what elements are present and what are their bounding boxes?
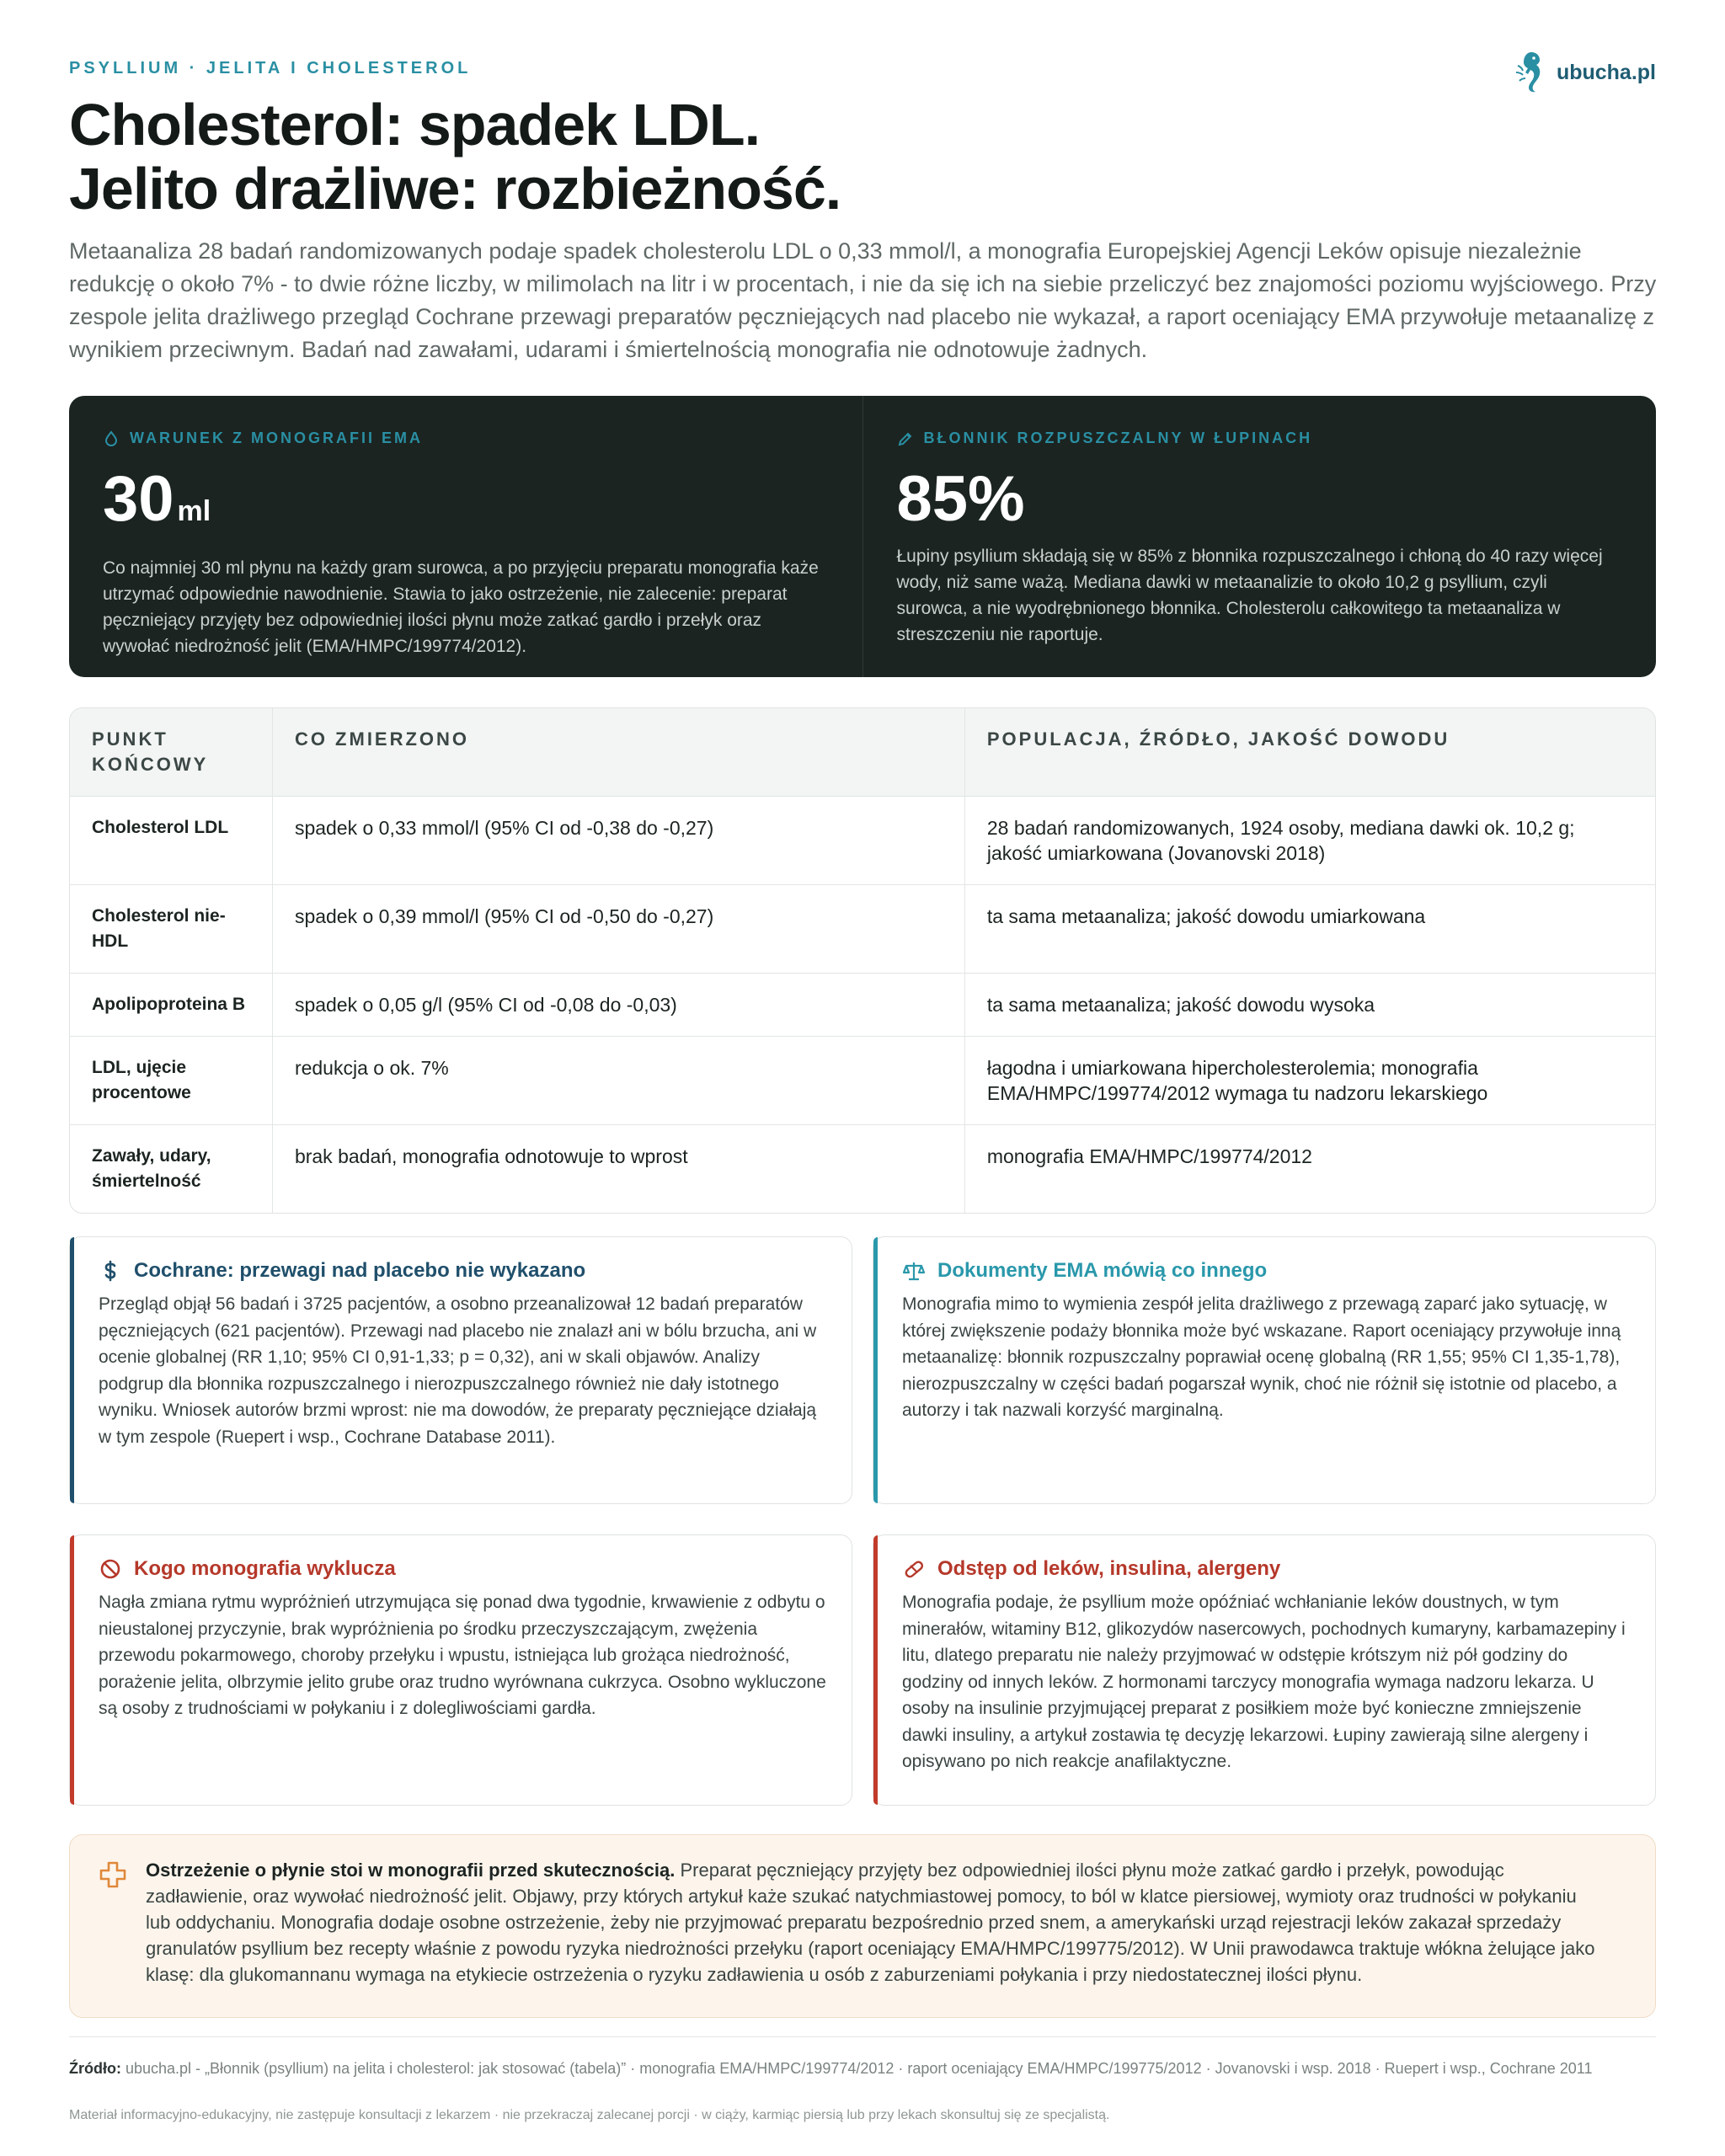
medical-cross-icon [99, 1860, 127, 1889]
card-exclusions [69, 1534, 852, 1806]
column-header: POPULACJA, ŹRÓDŁO, JAKOŚĆ DOWODU [964, 708, 1655, 796]
stat-description: Łupiny psyllium składają się w 85% z błonnika rozpuszczalnego i chłoną do 40 razy więcej wody, niż same ważą. Mediana dawki w metaanalizie to około 10,2 g psyllium, czyli surowca, a nie wyodrębnionego błonnika. Cholesterolu całkowitego ta metaanaliza w streszczeniu nie raportuje. [896, 547, 1603, 644]
card-ema [873, 1236, 1656, 1504]
warning-lead: Ostrzeżenie o płynie stoi w monografii przed skutecznością. [146, 1860, 676, 1881]
table-row [70, 1036, 1655, 1124]
card-title: Odstęp od leków, insulina, alergeny [902, 1557, 1630, 1581]
card-title: Cochrane: przewagi nad placebo nie wykazano [99, 1259, 826, 1283]
measure-cell: spadek o 0,05 g/l (95% CI od -0,08 do -0,03) [272, 973, 964, 1036]
measure-cell: redukcja o ok. 7% [272, 1036, 964, 1124]
source-cell: monografia EMA/HMPC/199774/2012 [964, 1124, 1655, 1213]
table-header-row [70, 708, 1655, 796]
source-cell: łagodna i umiarkowana hipercholesterolemia; monografia EMA/HMPC/199774/2012 wymaga tu nadzoru lekarskiego [964, 1036, 1655, 1124]
title-line-1: Cholesterol: spadek LDL. [69, 92, 761, 157]
ban-icon [99, 1557, 122, 1581]
source-cell: ta sama metaanaliza; jakość dowodu umiarkowana [964, 884, 1655, 973]
stat-value: 30 ml [103, 463, 211, 535]
lead-paragraph: Metaanaliza 28 badań randomizowanych podaje spadek cholesterolu LDL o 0,33 mmol/l, a monografia Europejskiej Agencji Leków opisuje niezależnie redukcję o około 7% - to dwie różne liczby, w milimolach na litr i w procentach, i nie da się ich na siebie przeliczyć bez znajomości poziomu wyjściowego. Przy zespole jelita drażliwego przegląd Cochrane przewagi preparatów pęczniejących nad placebo nie wykazał, a raport oceniający EMA przywołuje metaanalizę z wynikiem przeciwnym. Badań nad zawałami, udarami i śmiertelnością monografia nie odnotowuje żadnych. [69, 238, 1657, 362]
stat-band [69, 396, 1656, 677]
measure-cell: brak badań, monografia odnotowuje to wprost [272, 1124, 964, 1213]
scale-icon [902, 1259, 926, 1283]
stat-value: 85% [896, 463, 1025, 535]
measure-cell: spadek o 0,33 mmol/l (95% CI od -0,38 do -0,27) [272, 796, 964, 884]
endpoint-cell: Cholesterol nie-HDL [70, 884, 272, 973]
stat-unit: ml [177, 495, 211, 527]
kicker: PSYLLIUM · JELITA I CHOLESTEROL [69, 59, 472, 77]
endpoints-table [69, 707, 1656, 1214]
warning-body: Preparat pęczniejący przyjęty bez odpowiedniej ilości płynu może zatkać gardło i przełyk, powodując zadławienie, oraz wywołać niedrożność jelit. Objawy, przy których artykuł każe szukać natychmiastowej pomocy, to ból w klatce piersiowej, wymioty oraz trudności w połykaniu lub oddychaniu. Monografia dodaje osobne ostrzeżenie, żeby nie przyjmować preparatu bezpośrednio przed snem, a amerykański urząd rejestracji leków zakazał sprzedaży granulatów psyllium bez recepty właśnie z powodu ryzyka niedrożności przełyku (raport oceniający EMA/HMPC/199775/2012). W Unii prawodawca traktuje włókna żelujące jako klasę: dla glukomannanu wymaga na etykiecie ostrzeżenia o ryzyku zadławienia u osób z zaburzeniami połykania i przy niedostatecznej ilości płynu. [146, 1860, 1595, 1985]
table-row [70, 796, 1655, 884]
card-text: Monografia mimo to wymienia zespół jelita drażliwego z przewagą zaparć jako sytuację, w której zwiększenie podaży błonnika może być wskazane. Raport oceniający przywołuje inną metaanalizę: błonnik rozpuszczalny poprawiał ocenę globalną (RR 1,55; 95% CI 1,35-1,78), nierozpuszczalny w części badań pogarszał wynik, choć nie różnił się istotnie od placebo, a autorzy i tak nazwali korzyść marginalną. [902, 1294, 1621, 1420]
stat-label: BŁONNIK ROZPUSZCZALNY W ŁUPINACH [897, 430, 1623, 447]
table-row [70, 884, 1655, 973]
card-text: Monografia podaje, że psyllium może opóźniać wchłanianie leków doustnych, w tym minerałów, witaminy B12, glikozydów nasercowych, pochodnych kumaryny, karbamazepiny i litu, dlatego preparatu nie należy przyjmować w odstępie krótszym niż pół godziny do godziny od innych leków. Z hormonami tarczycy monografia wymaga nadzoru lekarza. U osoby na insulinie przyjmującej preparat z posiłkiem może być konieczne zmniejszenie dawki insuliny, a artykuł zostawia tę decyzję lekarzowi. Łupiny zawierają silne alergeny i opisywano po nich reakcje anafilaktyczne. [902, 1593, 1626, 1771]
card-text: Nagła zmiana rytmu wypróżnień utrzymująca się ponad dwa tygodnie, krwawienie z odbytu o nieustalonej przyczynie, brak wypróżnienia po środku przeczyszczającym, zwężenia przewodu pokarmowego, choroby przełyku i wpustu, istniejąca lub grożąca niedrożność, porażenie jelita, olbrzymie jelito grube oraz trudno wyrównana cukrzyca. Osobno wykluczone są osoby z trudnościami w połykaniu i z dolegliwościami gardła. [99, 1593, 826, 1718]
measure-cell: spadek o 0,39 mmol/l (95% CI od -0,50 do -0,27) [272, 884, 964, 973]
logo-text: ubucha.pl [1556, 60, 1656, 84]
pill-icon [902, 1557, 926, 1581]
dollar-icon [99, 1259, 122, 1283]
card-title: Dokumenty EMA mówią co innego [902, 1259, 1630, 1283]
brand-logo[interactable] [1511, 49, 1656, 96]
pencil-icon [897, 430, 914, 447]
source-cell: 28 badań randomizowanych, 1924 osoby, mediana dawki ok. 10,2 g; jakość umiarkowana (Jovanovski 2018) [964, 796, 1655, 884]
drop-icon [103, 430, 120, 447]
stat-description: Co najmniej 30 ml płynu na każdy gram surowca, a po przyjęciu preparatu monografia każe utrzymać odpowiednie nawodnienie. Stawia to jako ostrzeżenie, nie zalecenie: preparat pęczniejący przyjęty bez odpowiedniej ilości płynu może zatkać gardło i przełyk oraz wywołać niedrożność jelit (EMA/HMPC/199774/2012). [103, 558, 819, 656]
stat-fiber [862, 396, 1657, 677]
warning-text [146, 1857, 1605, 1988]
page-title [69, 93, 841, 221]
seahorse-logo-icon [1511, 49, 1548, 96]
fluid-warning-box [69, 1834, 1656, 2018]
column-header: CO ZMIERZONO [272, 708, 964, 796]
footer-divider [69, 2036, 1656, 2037]
source-line: Źródło: ubucha.pl - „Błonnik (psyllium) na jelita i cholesterol: jak stosować (tabela)” · monografia EMA/HMPC/199774/2012 · raport oceniający EMA/HMPC/199775/2012 · Jovanovski i wsp. 2018 · Ruepert i wsp., Cochrane 2011 [69, 2060, 1593, 2077]
stat-label: WARUNEK Z MONOGRAFII EMA [103, 430, 829, 447]
column-header: PUNKT KOŃCOWY [70, 708, 272, 796]
endpoint-cell: LDL, ujęcie procentowe [70, 1036, 272, 1124]
card-cochrane [69, 1236, 852, 1504]
card-title: Kogo monografia wyklucza [99, 1557, 826, 1581]
table-row [70, 1124, 1655, 1213]
source-cell: ta sama metaanaliza; jakość dowodu wysoka [964, 973, 1655, 1036]
card-text: Przegląd objął 56 badań i 3725 pacjentów, a osobno przeanalizował 12 badań preparatów pęczniejących (621 pacjentów). Przewagi nad placebo nie znalazł ani w bólu brzucha, ani w ocenie globalnej (RR 1,10; 95% CI 0,91-1,33; p = 0,32), ani w skali objawów. Analizy podgrup dla błonnika rozpuszczalnego i nierozpuszczalnego również nie dały istotnego wyniku. Wniosek autorów brzmi wprost: nie ma dowodów, że preparaty pęczniejące działają w tym zespole (Ruepert i wsp., Cochrane Database 2011). [99, 1294, 817, 1447]
disclaimer: Materiał informacyjno-edukacyjny, nie zastępuje konsultacji z lekarzem · nie przekraczaj zalecanej porcji · w ciąży, karmiąc piersią lub przy lekach skonsultuj się ze specjalistą. [69, 2108, 1110, 2122]
endpoint-cell: Apolipoproteina B [70, 973, 272, 1036]
endpoint-cell: Zawały, udary, śmiertelność [70, 1124, 272, 1213]
card-interactions [873, 1534, 1656, 1806]
title-line-2: Jelito drażliwe: rozbieżność. [69, 156, 841, 221]
stat-fluid [69, 396, 862, 677]
table-row [70, 973, 1655, 1036]
endpoint-cell: Cholesterol LDL [70, 796, 272, 884]
